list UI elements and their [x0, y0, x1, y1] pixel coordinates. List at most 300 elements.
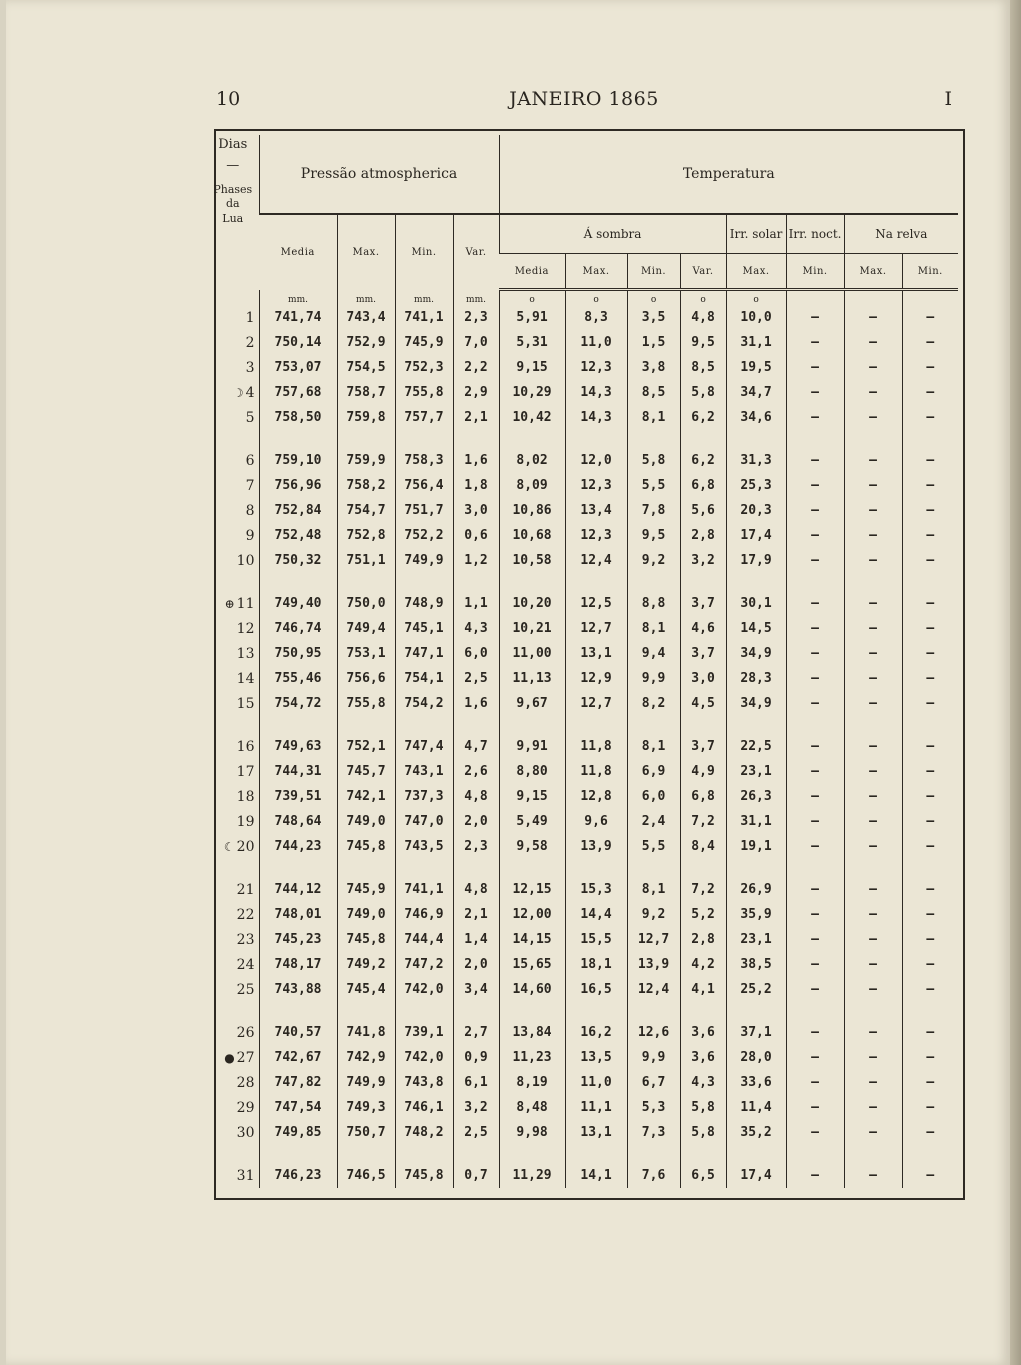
value-cell-pn: 745,9 [395, 330, 453, 355]
empty-dash-cell: — [786, 734, 844, 759]
value-cell-px: 749,2 [337, 952, 395, 977]
day-number: 31 [236, 1167, 255, 1184]
value-cell-pm: 744,12 [259, 877, 337, 902]
value-cell-ir: 11,4 [726, 1095, 786, 1120]
day-cell [207, 691, 259, 716]
value-cell-pn: 743,5 [395, 834, 453, 859]
table-row [207, 641, 958, 666]
value-cell-tm: 10,21 [499, 616, 565, 641]
value-cell-tm: 10,20 [499, 591, 565, 616]
empty-dash-cell: — [786, 523, 844, 548]
empty-dash-cell: — [844, 734, 902, 759]
unit-cell: mm. [395, 290, 453, 306]
day-cell [207, 877, 259, 902]
value-cell-pm: 746,74 [259, 616, 337, 641]
value-cell-pv: 6,0 [453, 641, 499, 666]
empty-dash-cell: — [844, 405, 902, 430]
value-cell-tn: 8,1 [627, 734, 680, 759]
value-cell-tm: 9,15 [499, 784, 565, 809]
day-number: 7 [245, 477, 255, 494]
value-cell-ir: 34,9 [726, 641, 786, 666]
empty-dash-cell: — [786, 591, 844, 616]
value-cell-tn: 8,5 [627, 380, 680, 405]
day-cell [207, 405, 259, 430]
day-number: 1 [245, 309, 255, 326]
value-cell-tm: 14,15 [499, 927, 565, 952]
value-cell-px: 749,3 [337, 1095, 395, 1120]
page-header [216, 88, 952, 114]
value-cell-ir: 31,1 [726, 809, 786, 834]
value-cell-tn: 12,6 [627, 1020, 680, 1045]
day-number: 21 [236, 881, 255, 898]
day-number: 28 [236, 1074, 255, 1091]
value-cell-pn: 747,2 [395, 952, 453, 977]
empty-dash-cell: — [844, 927, 902, 952]
value-cell-tx: 13,1 [565, 1120, 627, 1145]
value-cell-tv: 6,2 [680, 448, 726, 473]
value-cell-pm: 747,54 [259, 1095, 337, 1120]
value-cell-px: 755,8 [337, 691, 395, 716]
value-cell-pm: 747,82 [259, 1070, 337, 1095]
empty-dash-cell: — [786, 616, 844, 641]
day-number: 25 [236, 981, 255, 998]
value-cell-pm: 750,95 [259, 641, 337, 666]
day-cell [207, 666, 259, 691]
empty-dash-cell: — [844, 902, 902, 927]
value-cell-tn: 9,2 [627, 902, 680, 927]
empty-dash-cell: — [786, 448, 844, 473]
value-cell-pn: 756,4 [395, 473, 453, 498]
value-cell-tm: 8,48 [499, 1095, 565, 1120]
value-cell-ir: 17,4 [726, 523, 786, 548]
value-cell-pv: 3,2 [453, 1095, 499, 1120]
header-relva-min: Min. [902, 254, 958, 290]
value-cell-px: 754,5 [337, 355, 395, 380]
value-cell-pm: 741,74 [259, 305, 337, 330]
value-cell-pv: 0,9 [453, 1045, 499, 1070]
value-cell-pn: 749,9 [395, 548, 453, 573]
value-cell-pn: 758,3 [395, 448, 453, 473]
empty-dash-cell: — [786, 1163, 844, 1188]
empty-dash-cell: — [786, 977, 844, 1002]
day-cell [207, 448, 259, 473]
value-cell-tm: 5,91 [499, 305, 565, 330]
value-cell-pn: 741,1 [395, 305, 453, 330]
value-cell-tm: 10,68 [499, 523, 565, 548]
header-pressao: Pressão atmospherica [259, 135, 499, 214]
value-cell-pn: 745,8 [395, 1163, 453, 1188]
empty-dash-cell: — [902, 1163, 958, 1188]
value-cell-pv: 2,7 [453, 1020, 499, 1045]
value-cell-ir: 26,9 [726, 877, 786, 902]
day-number: 11 [236, 595, 255, 612]
table-row [207, 759, 958, 784]
value-cell-tx: 12,0 [565, 448, 627, 473]
unit-cell: o [565, 290, 627, 306]
value-cell-pn: 743,1 [395, 759, 453, 784]
day-cell [207, 523, 259, 548]
day-cell [207, 591, 259, 616]
value-cell-ir: 31,3 [726, 448, 786, 473]
empty-dash-cell: — [786, 1020, 844, 1045]
value-cell-tv: 3,0 [680, 666, 726, 691]
empty-dash-cell: — [844, 834, 902, 859]
empty-dash-cell: — [902, 809, 958, 834]
header-t-min: Min. [627, 254, 680, 290]
value-cell-tv: 7,2 [680, 877, 726, 902]
table-row [207, 473, 958, 498]
value-cell-tx: 11,0 [565, 1070, 627, 1095]
day-cell [207, 355, 259, 380]
value-cell-tn: 8,2 [627, 691, 680, 716]
value-cell-ir: 14,5 [726, 616, 786, 641]
value-cell-px: 749,9 [337, 1070, 395, 1095]
value-cell-ir: 19,5 [726, 355, 786, 380]
empty-dash-cell: — [902, 641, 958, 666]
value-cell-pn: 752,3 [395, 355, 453, 380]
value-cell-tn: 6,7 [627, 1070, 680, 1095]
value-cell-tx: 18,1 [565, 952, 627, 977]
table-row [207, 1070, 958, 1095]
table-row [207, 784, 958, 809]
page-number: 10 [216, 88, 241, 110]
value-cell-ir: 25,2 [726, 977, 786, 1002]
value-cell-pv: 2,3 [453, 305, 499, 330]
value-cell-pv: 1,8 [453, 473, 499, 498]
empty-dash-cell: — [902, 666, 958, 691]
value-cell-pn: 755,8 [395, 380, 453, 405]
value-cell-tv: 4,9 [680, 759, 726, 784]
table-row [207, 1095, 958, 1120]
value-cell-pn: 739,1 [395, 1020, 453, 1045]
empty-dash-cell: — [844, 305, 902, 330]
value-cell-tm: 9,67 [499, 691, 565, 716]
moon-phase-icon: ☽ [232, 385, 244, 400]
value-cell-pm: 748,01 [259, 902, 337, 927]
header-p-max: Max. [337, 214, 395, 290]
header-t-max: Max. [565, 254, 627, 290]
empty-dash-cell: — [902, 523, 958, 548]
value-cell-tn: 7,8 [627, 498, 680, 523]
day-cell [207, 305, 259, 330]
value-cell-tn: 12,4 [627, 977, 680, 1002]
value-cell-ir: 35,2 [726, 1120, 786, 1145]
page-title: JANEIRO 1865 [509, 88, 659, 110]
value-cell-tx: 14,3 [565, 405, 627, 430]
group-spacer [207, 1002, 958, 1020]
empty-dash-cell: — [902, 1020, 958, 1045]
value-cell-tv: 6,5 [680, 1163, 726, 1188]
value-cell-pv: 2,6 [453, 759, 499, 784]
value-cell-pv: 2,3 [453, 834, 499, 859]
empty-dash-cell: — [844, 548, 902, 573]
value-cell-pm: 754,72 [259, 691, 337, 716]
empty-dash-cell: — [844, 498, 902, 523]
value-cell-tm: 12,00 [499, 902, 565, 927]
table-row [207, 1163, 958, 1188]
value-cell-tv: 5,8 [680, 1095, 726, 1120]
value-cell-tm: 5,49 [499, 809, 565, 834]
day-number: 8 [245, 502, 255, 519]
value-cell-ir: 31,1 [726, 330, 786, 355]
value-cell-tx: 12,3 [565, 355, 627, 380]
value-cell-px: 752,9 [337, 330, 395, 355]
empty-dash-cell: — [786, 834, 844, 859]
value-cell-pn: 752,2 [395, 523, 453, 548]
value-cell-tn: 8,8 [627, 591, 680, 616]
unit-cell: o [627, 290, 680, 306]
day-cell [207, 1045, 259, 1070]
value-cell-tx: 12,8 [565, 784, 627, 809]
value-cell-tn: 9,9 [627, 1045, 680, 1070]
empty-dash-cell: — [844, 977, 902, 1002]
value-cell-px: 749,4 [337, 616, 395, 641]
day-cell [207, 834, 259, 859]
empty-dash-cell: — [844, 523, 902, 548]
value-cell-ir: 17,9 [726, 548, 786, 573]
empty-dash-cell: — [902, 616, 958, 641]
empty-dash-cell: — [786, 355, 844, 380]
day-cell [207, 641, 259, 666]
table-row [207, 305, 958, 330]
value-cell-tv: 3,6 [680, 1020, 726, 1045]
empty-dash-cell: — [844, 330, 902, 355]
value-cell-tx: 11,8 [565, 759, 627, 784]
day-number: 10 [236, 552, 255, 569]
day-number: 22 [236, 906, 255, 923]
table-row [207, 877, 958, 902]
empty-dash-cell: — [844, 641, 902, 666]
value-cell-tv: 6,8 [680, 784, 726, 809]
value-cell-px: 754,7 [337, 498, 395, 523]
empty-dash-cell: — [902, 902, 958, 927]
value-cell-tv: 3,7 [680, 641, 726, 666]
table-row [207, 330, 958, 355]
moon-phase-icon: ⊕ [224, 596, 235, 611]
unit-cell: o [726, 290, 786, 306]
value-cell-px: 750,0 [337, 591, 395, 616]
day-cell [207, 380, 259, 405]
empty-dash-cell: — [786, 405, 844, 430]
value-cell-tx: 14,4 [565, 902, 627, 927]
value-cell-pv: 2,1 [453, 902, 499, 927]
value-cell-px: 749,0 [337, 902, 395, 927]
value-cell-px: 745,4 [337, 977, 395, 1002]
value-cell-ir: 28,0 [726, 1045, 786, 1070]
value-cell-pm: 752,48 [259, 523, 337, 548]
day-number: 5 [245, 409, 255, 426]
header-dias-dash: — [226, 157, 240, 173]
header-sombra: Á sombra [499, 214, 726, 254]
value-cell-px: 745,8 [337, 834, 395, 859]
empty-dash-cell: — [844, 666, 902, 691]
day-cell [207, 498, 259, 523]
value-cell-tn: 8,1 [627, 877, 680, 902]
value-cell-pv: 0,7 [453, 1163, 499, 1188]
value-cell-pm: 744,31 [259, 759, 337, 784]
empty-dash-cell: — [902, 591, 958, 616]
empty-dash-cell: — [786, 473, 844, 498]
value-cell-pv: 3,0 [453, 498, 499, 523]
value-cell-px: 742,1 [337, 784, 395, 809]
empty-dash-cell: — [844, 1095, 902, 1120]
empty-dash-cell: — [844, 355, 902, 380]
value-cell-ir: 20,3 [726, 498, 786, 523]
day-cell [207, 616, 259, 641]
table-row [207, 1020, 958, 1045]
day-cell [207, 902, 259, 927]
value-cell-tn: 5,8 [627, 448, 680, 473]
value-cell-tn: 6,9 [627, 759, 680, 784]
value-cell-tv: 3,2 [680, 548, 726, 573]
value-cell-tx: 15,5 [565, 927, 627, 952]
value-cell-px: 759,8 [337, 405, 395, 430]
empty-dash-cell: — [786, 548, 844, 573]
value-cell-ir: 33,6 [726, 1070, 786, 1095]
value-cell-tv: 2,8 [680, 927, 726, 952]
value-cell-tv: 9,5 [680, 330, 726, 355]
value-cell-tm: 8,02 [499, 448, 565, 473]
value-cell-tm: 9,15 [499, 355, 565, 380]
empty-dash-cell: — [786, 1120, 844, 1145]
value-cell-pv: 1,6 [453, 691, 499, 716]
value-cell-tx: 11,0 [565, 330, 627, 355]
meteorological-table [207, 135, 958, 1188]
value-cell-px: 741,8 [337, 1020, 395, 1045]
value-cell-pm: 758,50 [259, 405, 337, 430]
value-cell-pv: 1,6 [453, 448, 499, 473]
value-cell-pn: 742,0 [395, 977, 453, 1002]
group-spacer [207, 716, 958, 734]
value-cell-pv: 4,8 [453, 784, 499, 809]
value-cell-pn: 757,7 [395, 405, 453, 430]
value-cell-tm: 15,65 [499, 952, 565, 977]
unit-cell: mm. [259, 290, 337, 306]
table-body [207, 290, 958, 1189]
value-cell-tn: 5,5 [627, 473, 680, 498]
value-cell-tn: 9,9 [627, 666, 680, 691]
value-cell-pm: 759,10 [259, 448, 337, 473]
value-cell-tx: 12,4 [565, 548, 627, 573]
value-cell-pm: 757,68 [259, 380, 337, 405]
empty-dash-cell: — [786, 952, 844, 977]
value-cell-px: 752,8 [337, 523, 395, 548]
header-irr-solar: Irr. solar [726, 214, 786, 254]
empty-dash-cell: — [786, 1045, 844, 1070]
value-cell-pv: 2,9 [453, 380, 499, 405]
header-t-media: Media [499, 254, 565, 290]
empty-dash-cell: — [902, 691, 958, 716]
value-cell-tn: 5,3 [627, 1095, 680, 1120]
value-cell-tv: 4,2 [680, 952, 726, 977]
value-cell-tm: 11,23 [499, 1045, 565, 1070]
value-cell-px: 758,7 [337, 380, 395, 405]
table-row [207, 834, 958, 859]
empty-dash-cell: — [786, 784, 844, 809]
table-row [207, 952, 958, 977]
day-cell [207, 330, 259, 355]
day-number: 26 [236, 1024, 255, 1041]
empty-dash-cell: — [844, 809, 902, 834]
empty-dash-cell: — [786, 877, 844, 902]
empty-dash-cell: — [786, 305, 844, 330]
units-row [207, 290, 958, 306]
value-cell-pn: 747,0 [395, 809, 453, 834]
value-cell-tx: 16,2 [565, 1020, 627, 1045]
value-cell-tx: 14,1 [565, 1163, 627, 1188]
empty-dash-cell: — [786, 666, 844, 691]
header-t-var: Var. [680, 254, 726, 290]
table-row [207, 977, 958, 1002]
value-cell-tx: 11,8 [565, 734, 627, 759]
empty-dash-cell: — [902, 977, 958, 1002]
empty-dash-cell: — [786, 641, 844, 666]
value-cell-pm: 749,85 [259, 1120, 337, 1145]
header-relva-max: Max. [844, 254, 902, 290]
day-cell [207, 784, 259, 809]
value-cell-pn: 747,4 [395, 734, 453, 759]
empty-dash-cell: — [786, 1070, 844, 1095]
value-cell-pm: 746,23 [259, 1163, 337, 1188]
day-number: 6 [245, 452, 255, 469]
value-cell-pm: 744,23 [259, 834, 337, 859]
header-irr-noct: Irr. noct. [786, 214, 844, 254]
value-cell-ir: 34,9 [726, 691, 786, 716]
value-cell-tm: 10,86 [499, 498, 565, 523]
value-cell-pn: 751,7 [395, 498, 453, 523]
value-cell-ir: 26,3 [726, 784, 786, 809]
empty-dash-cell: — [902, 734, 958, 759]
value-cell-tn: 9,2 [627, 548, 680, 573]
value-cell-pv: 2,0 [453, 952, 499, 977]
table-row [207, 448, 958, 473]
day-cell [207, 927, 259, 952]
value-cell-pm: 743,88 [259, 977, 337, 1002]
day-number: 12 [236, 620, 255, 637]
empty-dash-cell: — [844, 1020, 902, 1045]
day-number: 29 [236, 1099, 255, 1116]
value-cell-pv: 2,1 [453, 405, 499, 430]
table-row [207, 734, 958, 759]
empty-dash-cell: — [786, 1095, 844, 1120]
table-row [207, 691, 958, 716]
table-row [207, 1045, 958, 1070]
table-row [207, 548, 958, 573]
empty-dash-cell: — [902, 473, 958, 498]
value-cell-pv: 4,7 [453, 734, 499, 759]
empty-dash-cell: — [902, 877, 958, 902]
value-cell-tv: 5,6 [680, 498, 726, 523]
value-cell-ir: 25,3 [726, 473, 786, 498]
value-cell-tx: 13,4 [565, 498, 627, 523]
header-p-min: Min. [395, 214, 453, 290]
value-cell-pn: 754,1 [395, 666, 453, 691]
value-cell-tv: 4,3 [680, 1070, 726, 1095]
value-cell-tv: 5,8 [680, 1120, 726, 1145]
table-row [207, 405, 958, 430]
value-cell-tv: 4,6 [680, 616, 726, 641]
value-cell-tx: 9,6 [565, 809, 627, 834]
value-cell-pm: 748,17 [259, 952, 337, 977]
value-cell-tv: 3,7 [680, 734, 726, 759]
empty-dash-cell: — [902, 498, 958, 523]
value-cell-pn: 743,8 [395, 1070, 453, 1095]
value-cell-tv: 5,2 [680, 902, 726, 927]
value-cell-ir: 37,1 [726, 1020, 786, 1045]
value-cell-tm: 8,19 [499, 1070, 565, 1095]
value-cell-tn: 9,5 [627, 523, 680, 548]
value-cell-tx: 8,3 [565, 305, 627, 330]
